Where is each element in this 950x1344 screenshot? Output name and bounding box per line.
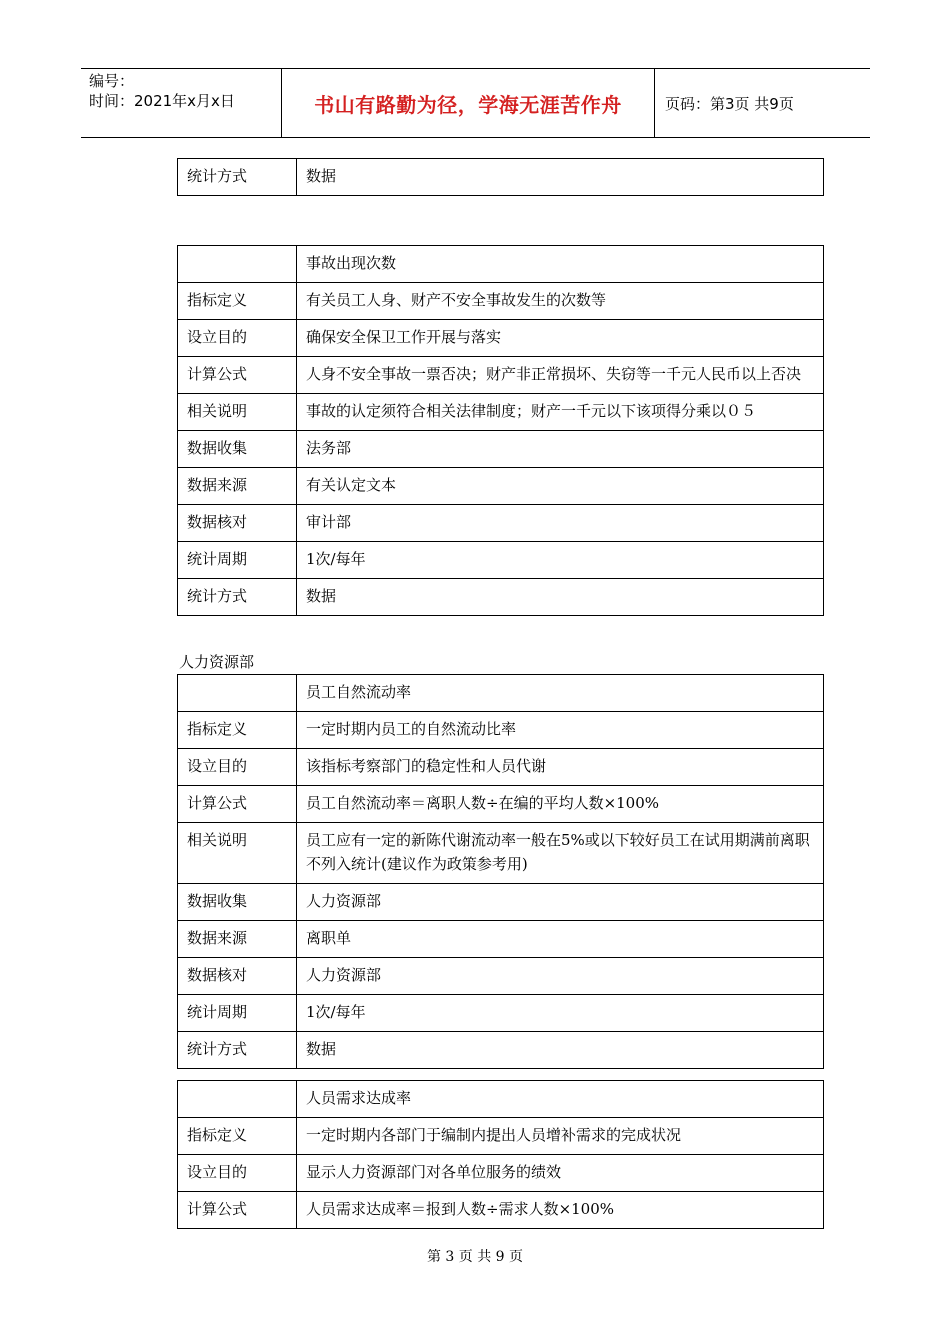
row-value: 数据 — [297, 579, 824, 616]
row-label: 数据来源 — [178, 468, 297, 505]
table-row — [178, 579, 824, 616]
page-header — [81, 68, 870, 138]
table-title-row — [178, 246, 824, 283]
row-label — [178, 246, 297, 283]
row-value: 事故的认定须符合相关法律制度；财产一千元以下该项得分乘以０５ — [297, 394, 824, 431]
row-value: 一定时期内各部门于编制内提出人员增补需求的完成状况 — [297, 1118, 824, 1155]
table-row — [178, 320, 824, 357]
row-label: 指标定义 — [178, 1118, 297, 1155]
table-title-row — [178, 675, 824, 712]
row-label: 计算公式 — [178, 357, 297, 394]
table-row — [178, 1192, 824, 1229]
row-label: 数据核对 — [178, 505, 297, 542]
table-row — [178, 542, 824, 579]
motto-text: 书山有路勤为径，学海无涯苦作舟 — [314, 92, 622, 117]
row-label: 设立目的 — [178, 320, 297, 357]
table-title: 事故出现次数 — [297, 246, 824, 283]
row-value: 有关员工人身、财产不安全事故发生的次数等 — [297, 283, 824, 320]
table-row — [178, 884, 824, 921]
table-accident — [177, 245, 824, 616]
table-row — [178, 159, 824, 196]
table-row — [178, 958, 824, 995]
number-label: 编号： — [89, 72, 135, 90]
row-value: 法务部 — [297, 431, 824, 468]
row-label: 设立目的 — [178, 1155, 297, 1192]
section-title-hr: 人力资源部 — [179, 653, 255, 671]
row-label: 指标定义 — [178, 712, 297, 749]
page-footer: 第 3 页 共 9 页 — [426, 1249, 524, 1265]
header-motto — [282, 69, 655, 137]
row-label — [178, 675, 297, 712]
table-turnover — [177, 674, 824, 1069]
table-row — [178, 357, 824, 394]
row-value: 数据 — [297, 159, 824, 196]
table-row — [178, 505, 824, 542]
row-value: 离职单 — [297, 921, 824, 958]
table-row — [178, 786, 824, 823]
header-meta — [81, 69, 282, 137]
table-row — [178, 1032, 824, 1069]
row-label: 数据核对 — [178, 958, 297, 995]
row-value: 该指标考察部门的稳定性和人员代谢 — [297, 749, 824, 786]
table-row — [178, 394, 824, 431]
table-row — [178, 749, 824, 786]
table-row — [178, 1155, 824, 1192]
table-row — [178, 712, 824, 749]
row-label: 计算公式 — [178, 1192, 297, 1229]
row-value: 人身不安全事故一票否决；财产非正常损坏、失窃等一千元人民币以上否决 — [297, 357, 824, 394]
row-value: 人力资源部 — [297, 884, 824, 921]
table-title: 人员需求达成率 — [297, 1081, 824, 1118]
table-top — [177, 158, 824, 196]
row-label: 统计周期 — [178, 542, 297, 579]
table-row — [178, 431, 824, 468]
table-row — [178, 995, 824, 1032]
row-label: 指标定义 — [178, 283, 297, 320]
table-demand — [177, 1080, 824, 1229]
row-label: 相关说明 — [178, 394, 297, 431]
table-row — [178, 468, 824, 505]
row-label: 数据收集 — [178, 431, 297, 468]
row-value: 一定时期内员工的自然流动比率 — [297, 712, 824, 749]
row-label: 相关说明 — [178, 823, 297, 884]
time-label: 时间：2021年x月x日 — [89, 92, 235, 110]
row-value: 员工自然流动率＝离职人数÷在编的平均人数×100% — [297, 786, 824, 823]
table-title-row — [178, 1081, 824, 1118]
row-label — [178, 1081, 297, 1118]
row-label: 数据来源 — [178, 921, 297, 958]
table-title: 员工自然流动率 — [297, 675, 824, 712]
row-value: 人力资源部 — [297, 958, 824, 995]
row-value: 确保安全保卫工作开展与落实 — [297, 320, 824, 357]
row-value: 1次/每年 — [297, 995, 824, 1032]
row-value: 人员需求达成率＝报到人数÷需求人数×100% — [297, 1192, 824, 1229]
row-value: 数据 — [297, 1032, 824, 1069]
row-value: 审计部 — [297, 505, 824, 542]
table-row — [178, 283, 824, 320]
row-label: 统计方式 — [178, 579, 297, 616]
row-value: 有关认定文本 — [297, 468, 824, 505]
table-row — [178, 823, 824, 884]
row-label: 计算公式 — [178, 786, 297, 823]
row-label: 统计方式 — [178, 1032, 297, 1069]
table-row — [178, 921, 824, 958]
row-value: 1次/每年 — [297, 542, 824, 579]
row-value: 显示人力资源部门对各单位服务的绩效 — [297, 1155, 824, 1192]
row-label: 设立目的 — [178, 749, 297, 786]
row-label: 数据收集 — [178, 884, 297, 921]
table-row — [178, 1118, 824, 1155]
row-label: 统计方式 — [178, 159, 297, 196]
page-info: 页码：第3页 共9页 — [665, 94, 794, 113]
row-label: 统计周期 — [178, 995, 297, 1032]
row-value: 员工应有一定的新陈代谢流动率一般在5%或以下较好员工在试用期满前离职不列入统计(建议作为政策参考用) — [297, 823, 824, 884]
